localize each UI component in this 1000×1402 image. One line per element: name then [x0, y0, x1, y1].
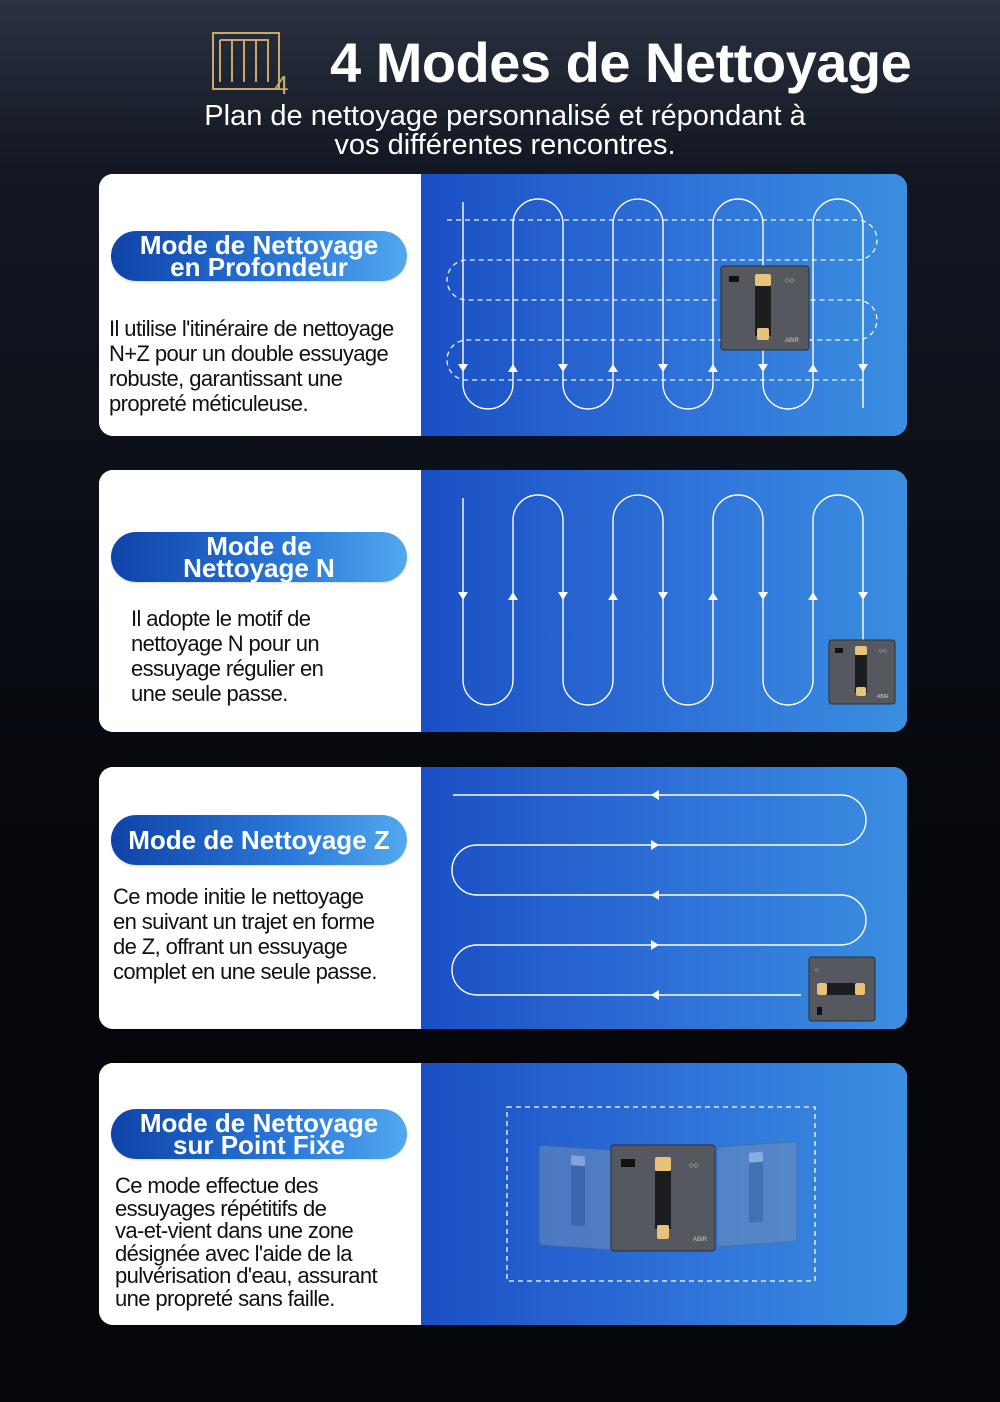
direction-arrow-icon: [458, 592, 868, 600]
mode-description: Il adopte le motif de nettoyage N pour un essuyage régulier en une seule passe.: [131, 606, 324, 706]
robot-icon: [721, 266, 809, 350]
svg-text:4: 4: [274, 70, 289, 96]
mode-card-n: [99, 470, 907, 732]
four-modes-icon: [210, 30, 292, 96]
mode-title-pill: Mode de Nettoyage Z: [111, 815, 407, 865]
mode-description: Ce mode effectue des essuyages répétitifs de va-et-vient dans une zone désignée avec l'aide de la pulvérisation d'eau, assurant une propreté sans faille.: [115, 1173, 377, 1311]
mode-card-deep: [99, 174, 907, 436]
svg-text:◇◇: ◇◇: [785, 278, 795, 284]
cleaning-path-diagram: [421, 767, 907, 1029]
cleaning-path-diagram: [421, 470, 907, 732]
robot-icon: [829, 640, 895, 704]
header: [0, 0, 1000, 170]
robot-icon: [809, 957, 875, 1021]
mode-card-z: [99, 767, 907, 1029]
svg-text:ABIR: ABIR: [785, 338, 800, 344]
svg-text:◇: ◇: [815, 967, 819, 973]
robot-icon: [611, 1145, 715, 1251]
svg-text:◇◇: ◇◇: [689, 1163, 699, 1169]
mode-title-pill: Mode de Nettoyage sur Point Fixe: [111, 1109, 407, 1159]
direction-arrow-icon: [651, 790, 659, 1000]
mode-description: Ce mode initie le nettoyage en suivant un trajet en forme de Z, offrant un essuyage complet en une seule passe.: [113, 884, 377, 984]
mode-title-pill: Mode de Nettoyage en Profondeur: [111, 231, 407, 281]
mode-title-pill: Mode de Nettoyage N: [111, 532, 407, 582]
page-title: 4 Modes de Nettoyage: [330, 31, 912, 94]
cleaning-path-diagram: [421, 1063, 907, 1325]
direction-arrow-icon: [458, 364, 868, 372]
mode-card-fixed-point: [99, 1063, 907, 1325]
svg-text:ABIR: ABIR: [693, 1237, 708, 1243]
svg-text:ABIR: ABIR: [877, 694, 889, 700]
svg-text:◇◇: ◇◇: [879, 648, 887, 654]
mode-description: Il utilise l'itinéraire de nettoyage N+Z pour un double essuyage robuste, garantissant une propreté méticuleuse.: [109, 316, 394, 416]
cleaning-path-diagram: [421, 174, 907, 436]
page-subtitle: Plan de nettoyage personnalisé et répondant à vos différentes rencontres.: [204, 100, 806, 161]
